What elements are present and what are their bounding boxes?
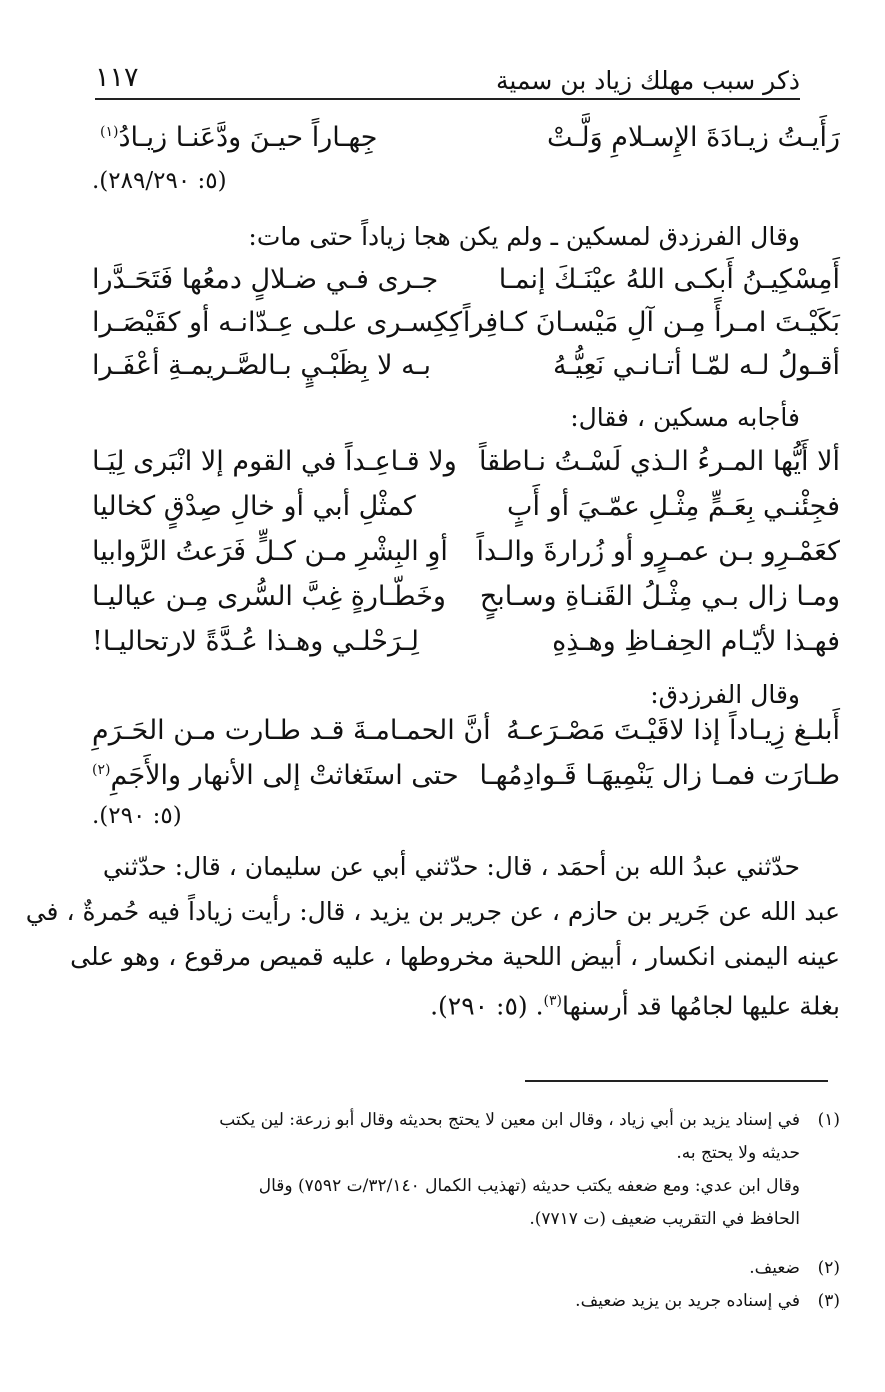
footnote-text: في إسناد يزيد بن أبي زياد ، وقال ابن معين لا يحتج بحديثه وقال أبو زرعة: لين يكتب bbox=[219, 1110, 800, 1130]
paragraph-line: عينه اليمنى انكسار ، أبيض اللحية مخروطها ، عليه قميص مرقوع ، وهو على bbox=[70, 942, 840, 971]
footnote-1 bbox=[85, 1104, 840, 1236]
source-reference: (٥: ٢٨٩/٢٩٠). bbox=[92, 168, 227, 194]
verse-hemistich-left: جـرى فـي ضـلالٍ دمعُها فَتَحَـدَّرا bbox=[92, 264, 439, 295]
verse-hemistich-left: وخَطّـارةٍ غِبَّ السُّرى مِـن عياليـا bbox=[92, 581, 446, 612]
paragraph-line bbox=[88, 979, 840, 1028]
verse-hemistich-left bbox=[100, 122, 378, 153]
verse-hemistich-right: فهـذا لأيّـام الحِفـاظِ وهـذِهِ bbox=[552, 626, 840, 657]
verse-hemistich-left: ولا قـاعِـداً في القوم إلا انْبَرى لِيَـا bbox=[92, 446, 457, 477]
narration-intro: وقال الفرزدق لمسكين ـ ولم يكن هجا زياداً حتى مات: bbox=[248, 222, 800, 251]
paragraph-line: حدّثني عبدُ الله بن أحمَد ، قال: حدّثني أبي عن سليمان ، قال: حدّثني bbox=[102, 852, 800, 881]
paragraph-line: عبد الله عن جَرير بن حازم ، عن جرير بن يزيد ، قال: رأيت زياداً فيه حُمرةٌ ، في bbox=[25, 897, 840, 926]
verse-text: جِهـاراً حيـنَ ودَّعَنـا زيـادُ bbox=[118, 122, 378, 153]
verse-hemistich-right: كعَمْـرِو بـن عمـرٍو أو زُرارةَ والـداً bbox=[476, 536, 840, 567]
footnote-text: الحافظ في التقريب ضعيف (ت ٧٧١٧). bbox=[529, 1209, 800, 1229]
verse-hemistich-right: ومـا زال بـي مِثْـلُ القَنـاةِ وسـابحٍ bbox=[479, 581, 840, 612]
footnote-number: (٢) bbox=[817, 1258, 840, 1278]
verse-hemistich-right: بَكَيْـتَ امـرأً مِـن آلِ مَيْسـانَ كـافِراً bbox=[462, 307, 840, 338]
verse-hemistich-right: أقـولُ لـه لمّـا أتـانـي نَعِيُّـهُ bbox=[553, 350, 840, 381]
paragraph-text: بغلة عليها لجامُها قد أرسنها bbox=[562, 991, 840, 1021]
verse-hemistich-left: بـه لا بِظَبْـيٍ بـالصَّـريمـةِ أعْفَـرا bbox=[92, 350, 432, 381]
page-number: ١١٧ bbox=[95, 62, 139, 93]
verse-hemistich-left: كِكِسـرى علـى عِـدّانـه أو كقَيْصَـرا bbox=[92, 307, 463, 338]
footnote-text: في إسناده جريد بن يزيد ضعيف. bbox=[575, 1291, 800, 1311]
footnote-marker: (٣) bbox=[543, 993, 562, 1009]
narration-paragraph bbox=[25, 844, 840, 1028]
verse-hemistich-left: أوِ البِشْرِ مـن كـلٍّ فَرَعتُ الرَّوابيا bbox=[92, 536, 448, 567]
footnote-number: (١) bbox=[817, 1110, 840, 1130]
footnote-marker: (٢) bbox=[92, 762, 111, 778]
footnote-marker: (١) bbox=[100, 124, 119, 140]
footnote-3 bbox=[85, 1285, 840, 1318]
footnote-text: حديثه ولا يحتج به. bbox=[676, 1143, 800, 1163]
footnote-divider bbox=[525, 1080, 828, 1082]
verse-text: حتى استَغاثتْ إلى الأنهار والأَجَمِ bbox=[110, 760, 459, 791]
source-reference: . (٥: ٢٩٠). bbox=[430, 991, 544, 1021]
verse-hemistich-right: طـارَت فمـا زال يَنْمِيهَـا قَـوادِمُهـا bbox=[479, 760, 840, 791]
verse-hemistich-right: أَمِسْكِيـنُ أَبكـى اللهُ عيْنَـكَ إنمـا bbox=[498, 264, 840, 295]
narration-intro: فأجابه مسكين ، فقال: bbox=[570, 403, 800, 432]
footnote-text: وقال ابن عدي: ومع ضعفه يكتب حديثه (تهذيب الكمال ٣٢/١٤٠/ت ٧٥٩٢) وقال bbox=[258, 1176, 800, 1196]
verse-hemistich-right: فجِئْنـي بِعَـمٍّ مِثْـلِ عمّـيَ أو أَبٍ bbox=[507, 491, 840, 522]
verse-hemistich-left: أنَّ الحمـامـةَ قـد طـارت مـن الحَـرَمِ bbox=[92, 715, 491, 746]
footnote-number: (٣) bbox=[817, 1291, 840, 1311]
narration-intro: وقال الفرزدق: bbox=[650, 680, 800, 709]
verse-hemistich-left bbox=[92, 760, 459, 791]
verse-hemistich-right: ألا أَيُّها المـرءُ الـذي لَسْـتُ نـاطقاً bbox=[478, 446, 840, 477]
page-header bbox=[95, 62, 800, 100]
verse-hemistich-right: أَبلـغ زِيـاداً إذا لاقَيْـتَ مَصْـرَعـهُ bbox=[506, 715, 840, 746]
running-head: ذكر سبب مهلك زياد بن سمية bbox=[496, 66, 800, 95]
footnote-text: ضعيف. bbox=[749, 1258, 800, 1278]
verse-hemistich-right: رَأَيـتُ زيـادَةَ الإِسـلامِ وَلَّـتْ bbox=[546, 122, 840, 153]
verse-hemistich-left: لِـرَحْلـي وهـذا عُـدَّةً لارتحاليـا! bbox=[92, 626, 419, 657]
footnote-2 bbox=[85, 1252, 840, 1285]
source-reference: (٥: ٢٩٠). bbox=[92, 803, 182, 829]
verse-hemistich-left: كمثْلِ أبي أو خالِ صِدْقٍ كخاليا bbox=[92, 491, 416, 522]
